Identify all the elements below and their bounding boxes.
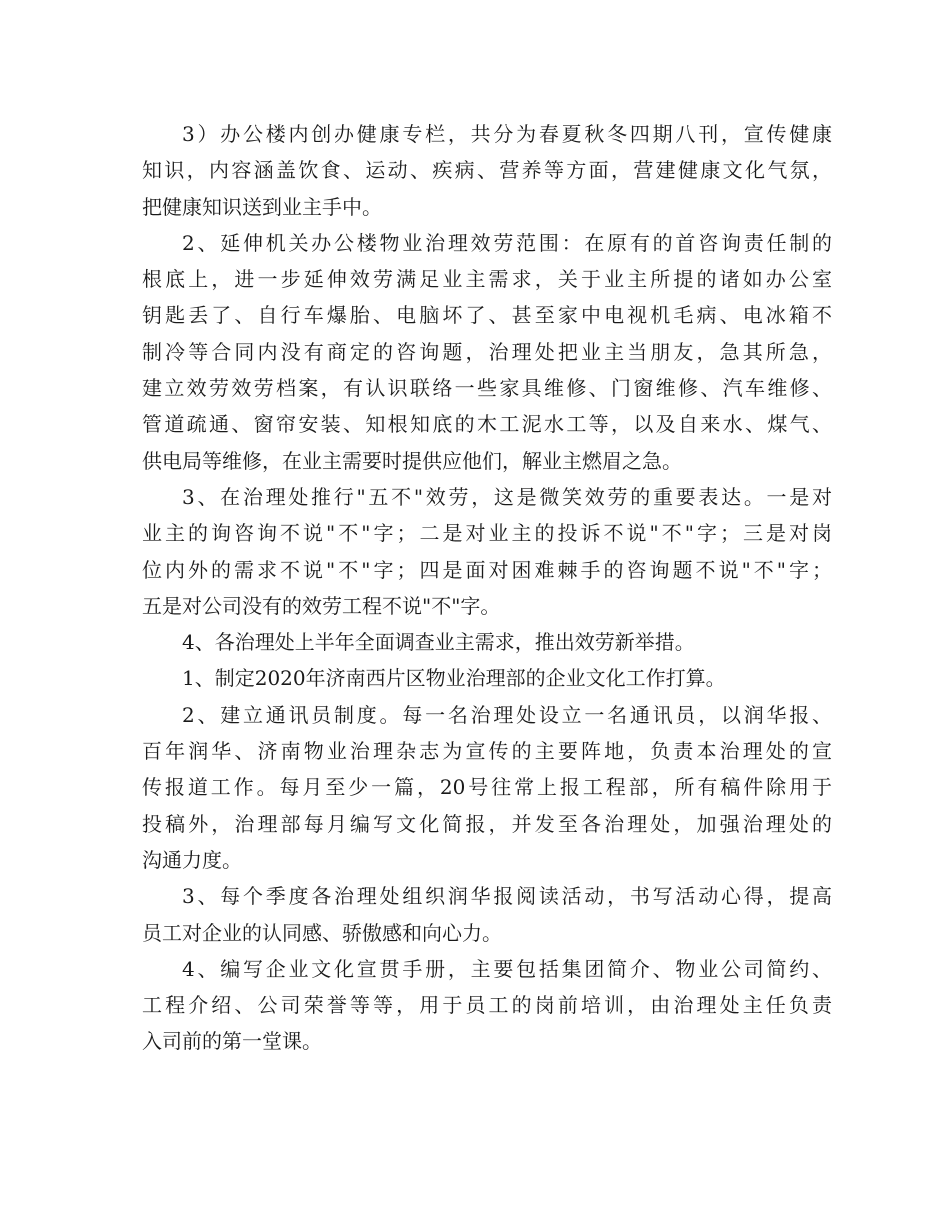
text-line: 供电局等维修，在业主需要时提供应他们，解业主燃眉之急。 bbox=[142, 448, 682, 473]
text-line: 入司前的第一堂课。 bbox=[142, 1029, 322, 1054]
text-line: 位内外的需求不说"不"字；四是面对困难棘手的咨询题不说"不"字； bbox=[142, 557, 832, 582]
text-line: 4、各治理处上半年全面调查业主需求，推出效劳新举措。 bbox=[182, 630, 695, 655]
document-body bbox=[142, 116, 832, 1060]
text-line: 钥匙丢了、自行车爆胎、电脑坏了、甚至家中电视机毛病、电冰箱不 bbox=[142, 303, 832, 328]
text-line: 根底上，进一步延伸效劳满足业主需求，关于业主所提的诸如办公室 bbox=[142, 267, 832, 292]
text-line: 3、每个季度各治理处组织润华报阅读活动，书写活动心得，提高 bbox=[182, 884, 832, 909]
text-line: 2、延伸机关办公楼物业治理效劳范围：在原有的首咨询责任制的 bbox=[182, 230, 832, 255]
text-line: 2、建立通讯员制度。每一名治理处设立一名通讯员，以润华报、 bbox=[182, 702, 832, 727]
text-line: 管道疏通、窗帘安装、知根知底的木工泥水工等，以及自来水、煤气、 bbox=[142, 412, 832, 437]
text-line: 五是对公司没有的效劳工程不说"不"字。 bbox=[142, 593, 501, 618]
text-line: 投稿外，治理部每月编写文化简报，并发至各治理处，加强治理处的 bbox=[142, 811, 832, 836]
text-line: 3）办公楼内创办健康专栏，共分为春夏秋冬四期八刊，宣传健康 bbox=[182, 122, 832, 146]
text-line: 1、制定2020年济南西片区物业治理部的企业文化工作打算。 bbox=[182, 666, 726, 691]
text-line: 工程介绍、公司荣誉等等，用于员工的岗前培训，由治理处主任负责 bbox=[142, 993, 832, 1018]
text-line: 业主的询咨询不说"不"字；二是对业主的投诉不说"不"字；三是对岗 bbox=[142, 521, 832, 546]
text-line: 沟通力度。 bbox=[142, 847, 242, 872]
text-line: 3、在治理处推行"五不"效劳，这是微笑效劳的重要表达。一是对 bbox=[182, 484, 832, 509]
text-line: 传报道工作。每月至少一篇，20号往常上报工程部，所有稿件除用于 bbox=[142, 775, 832, 800]
text-line: 知识，内容涵盖饮食、运动、疾病、营养等方面，营建健康文化气氛， bbox=[142, 158, 832, 183]
text-line: 制冷等合同内没有商定的咨询题，治理处把业主当朋友，急其所急， bbox=[142, 339, 832, 364]
text-line: 员工对企业的认同感、骄傲感和向心力。 bbox=[142, 920, 502, 945]
text-line: 把健康知识送到业主手中。 bbox=[142, 194, 382, 219]
text-line: 4、编写企业文化宣贯手册，主要包括集团简介、物业公司简约、 bbox=[182, 956, 832, 981]
text-line: 建立效劳效劳档案，有认识联络一些家具维修、门窗维修、汽车维修、 bbox=[142, 376, 832, 401]
text-line: 百年润华、济南物业治理杂志为宣传的主要阵地，负责本治理处的宣 bbox=[142, 739, 832, 764]
